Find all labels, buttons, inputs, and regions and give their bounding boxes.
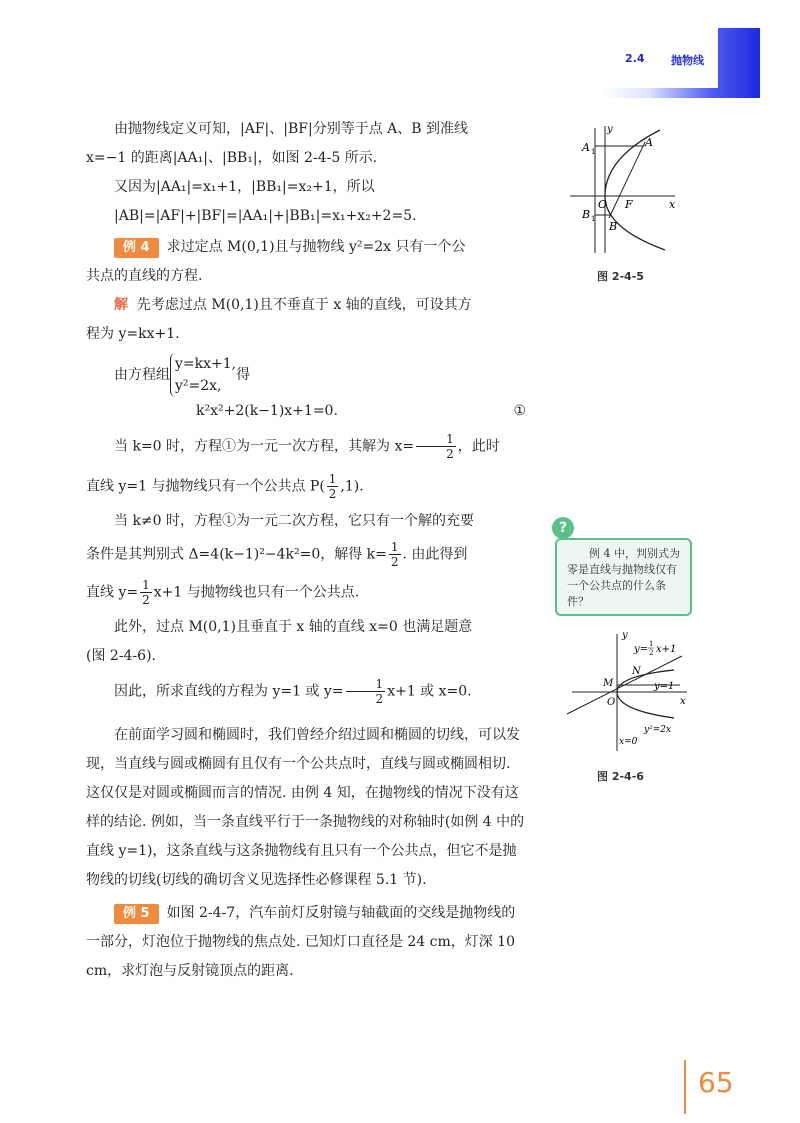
equation-number: ①	[513, 403, 526, 419]
label-O: O	[607, 697, 616, 708]
text-span: 因此，所求直线的方程为 y=1 或 y=	[114, 683, 344, 700]
numerator: 1	[346, 677, 386, 692]
figure-2-4-6-caption: 图 2-4-6	[597, 770, 644, 783]
text-span: 先考虑过点 M(0,1)且不垂直于 x 轴的直线，可设其方	[136, 297, 472, 313]
question-note: 例 4 中，判别式为零是直线与抛物线仅有一个公共点的什么条件？	[555, 538, 692, 616]
text-line: |AB|=|AF|+|BF|=|AA₁|+|BB₁|=x₁+x₂+2=5.	[114, 208, 417, 224]
parabola	[617, 670, 674, 718]
example-5-label: 例 5	[114, 904, 159, 924]
figure-2-4-6	[562, 626, 692, 756]
numerator: 1	[390, 540, 399, 554]
example-4-label: 例 4	[114, 238, 159, 258]
example-5	[86, 899, 526, 986]
label-A1-sub: 1	[591, 148, 596, 156]
page-number-bar	[684, 1060, 686, 1114]
fraction	[327, 472, 339, 501]
figure-2-4-5	[565, 118, 685, 258]
label-A1: A	[582, 141, 590, 154]
text-span: x+1 或 x=0.	[387, 683, 472, 700]
solution-line	[86, 291, 526, 320]
example-4-text: 求过定点 M(0,1)且与抛物线 y²=2x 只有一个公	[166, 239, 466, 255]
system-eq-1: y=kx+1,	[175, 356, 237, 372]
label-line-b: x+1	[656, 644, 677, 655]
label-y: y	[622, 630, 628, 641]
fraction	[140, 578, 152, 607]
text-line: 此外，过点 M(0,1)且垂直于 x 轴的直线 x=0 也满足题意	[114, 619, 473, 635]
system-eq-2: y²=2x,	[175, 378, 222, 394]
label-y-1: y=1	[654, 681, 675, 692]
text-line: x=−1 的距离|AA₁|、|BB₁|，如图 2-4-5 所示.	[86, 150, 378, 166]
example-4	[86, 233, 526, 262]
solution-label: 解	[114, 297, 128, 313]
text-line	[86, 578, 526, 608]
label-parabola: y²=2x	[644, 725, 672, 735]
label-F: F	[625, 198, 633, 211]
equation-system	[86, 353, 526, 397]
denominator: 2	[328, 486, 337, 501]
text-line: 当 k≠0 时，方程①为一元二次方程，它只有一个解的充要	[114, 513, 475, 529]
header-section-title: 抛物线	[671, 54, 704, 67]
text-line: 程为 y=kx+1.	[86, 326, 180, 342]
text-line	[86, 677, 526, 707]
example-5-text: 如图 2-4-7，汽车前灯反射镜与轴截面的交线是抛物线的一部分，灯泡位于抛物线的焦点处. 已知灯口直径是 24 cm，灯深 10 cm，求灯泡与反射镜顶点的距离.	[86, 904, 516, 979]
text-line	[86, 540, 526, 570]
text-line: 又因为|AA₁|=x₁+1，|BB₁|=x₂+1，所以	[114, 179, 375, 195]
text-span: 条件是其判别式 Δ=4(k−1)²−4k²=0，解得 k=	[86, 546, 387, 563]
figure-2-4-5-caption: 图 2-4-5	[597, 270, 644, 283]
text-span: x+1 与抛物线也只有一个公共点.	[153, 584, 360, 600]
label-line-a: y=	[634, 644, 649, 655]
fraction	[346, 677, 386, 706]
numerator: 1	[142, 577, 150, 592]
text-span: . 由此得到	[402, 546, 468, 563]
label-N: N	[632, 666, 641, 677]
text-span: 得	[236, 367, 251, 383]
text-line: (图 2-4-6).	[86, 648, 157, 664]
text-span: ,1).	[340, 478, 364, 494]
header-section-number: 2.4	[625, 52, 645, 65]
text-span: 当 k=0 时，方程①为一元一次方程，其解为 x=	[114, 438, 415, 455]
question-icon: ?	[552, 517, 574, 539]
equation-1	[86, 397, 526, 426]
text-line	[86, 432, 526, 462]
denominator: 2	[375, 692, 384, 706]
text-span: 直线 y=1 与抛物线只有一个公共点 P(	[86, 478, 325, 494]
label-y: y	[607, 124, 613, 135]
label-line-frac-n: 1	[649, 640, 654, 648]
label-line-frac-d: 2	[649, 649, 654, 657]
equation-text: k²x²+2(k−1)x+1=0.	[196, 403, 338, 419]
label-x: x	[680, 696, 686, 707]
paragraph: 在前面学习圆和椭圆时，我们曾经介绍过圆和椭圆的切线，可以发现，当直线与圆或椭圆有且仅有一个公共点时，直线与圆或椭圆相切. 这仅仅是对圆或椭圆而言的情况. 由例 4 知，在抛物线的情况下没有这样的结论. 例如，当一条直线平行于一条抛物线的对称轴时(如例 4 中的直线 y=1)，这条直线与这条抛物线有且只有一个公共点，但它不是抛物线的切线(切线的确切含义见选择性必修课程 5.1 节).	[86, 726, 525, 888]
text-span: 直线 y=	[86, 584, 139, 600]
denominator: 2	[142, 592, 150, 607]
numerator: 1	[416, 432, 456, 447]
page-number: 65	[698, 1066, 734, 1099]
fraction	[416, 432, 456, 461]
text-line: 共点的直线的方程.	[86, 268, 203, 284]
main-text	[86, 115, 526, 986]
text-span: 由方程组	[114, 367, 170, 383]
system-brace	[170, 353, 236, 397]
denominator: 2	[446, 447, 454, 461]
label-x: x	[669, 198, 676, 211]
label-B1: B	[582, 208, 591, 221]
fraction	[389, 540, 401, 569]
label-B1-sub: 1	[591, 215, 596, 223]
text-line: 由抛物线定义可知，|AF|、|BF|分别等于点 A、B 到准线	[114, 121, 468, 137]
label-O: O	[598, 198, 608, 211]
label-B: B	[609, 220, 618, 233]
label-A: A	[645, 136, 653, 149]
label-M: M	[603, 678, 614, 689]
denominator: 2	[390, 555, 399, 569]
label-x-0: x=0	[619, 737, 638, 747]
text-span: ，此时	[457, 438, 500, 455]
text-line	[86, 472, 526, 502]
numerator: 1	[328, 471, 337, 486]
